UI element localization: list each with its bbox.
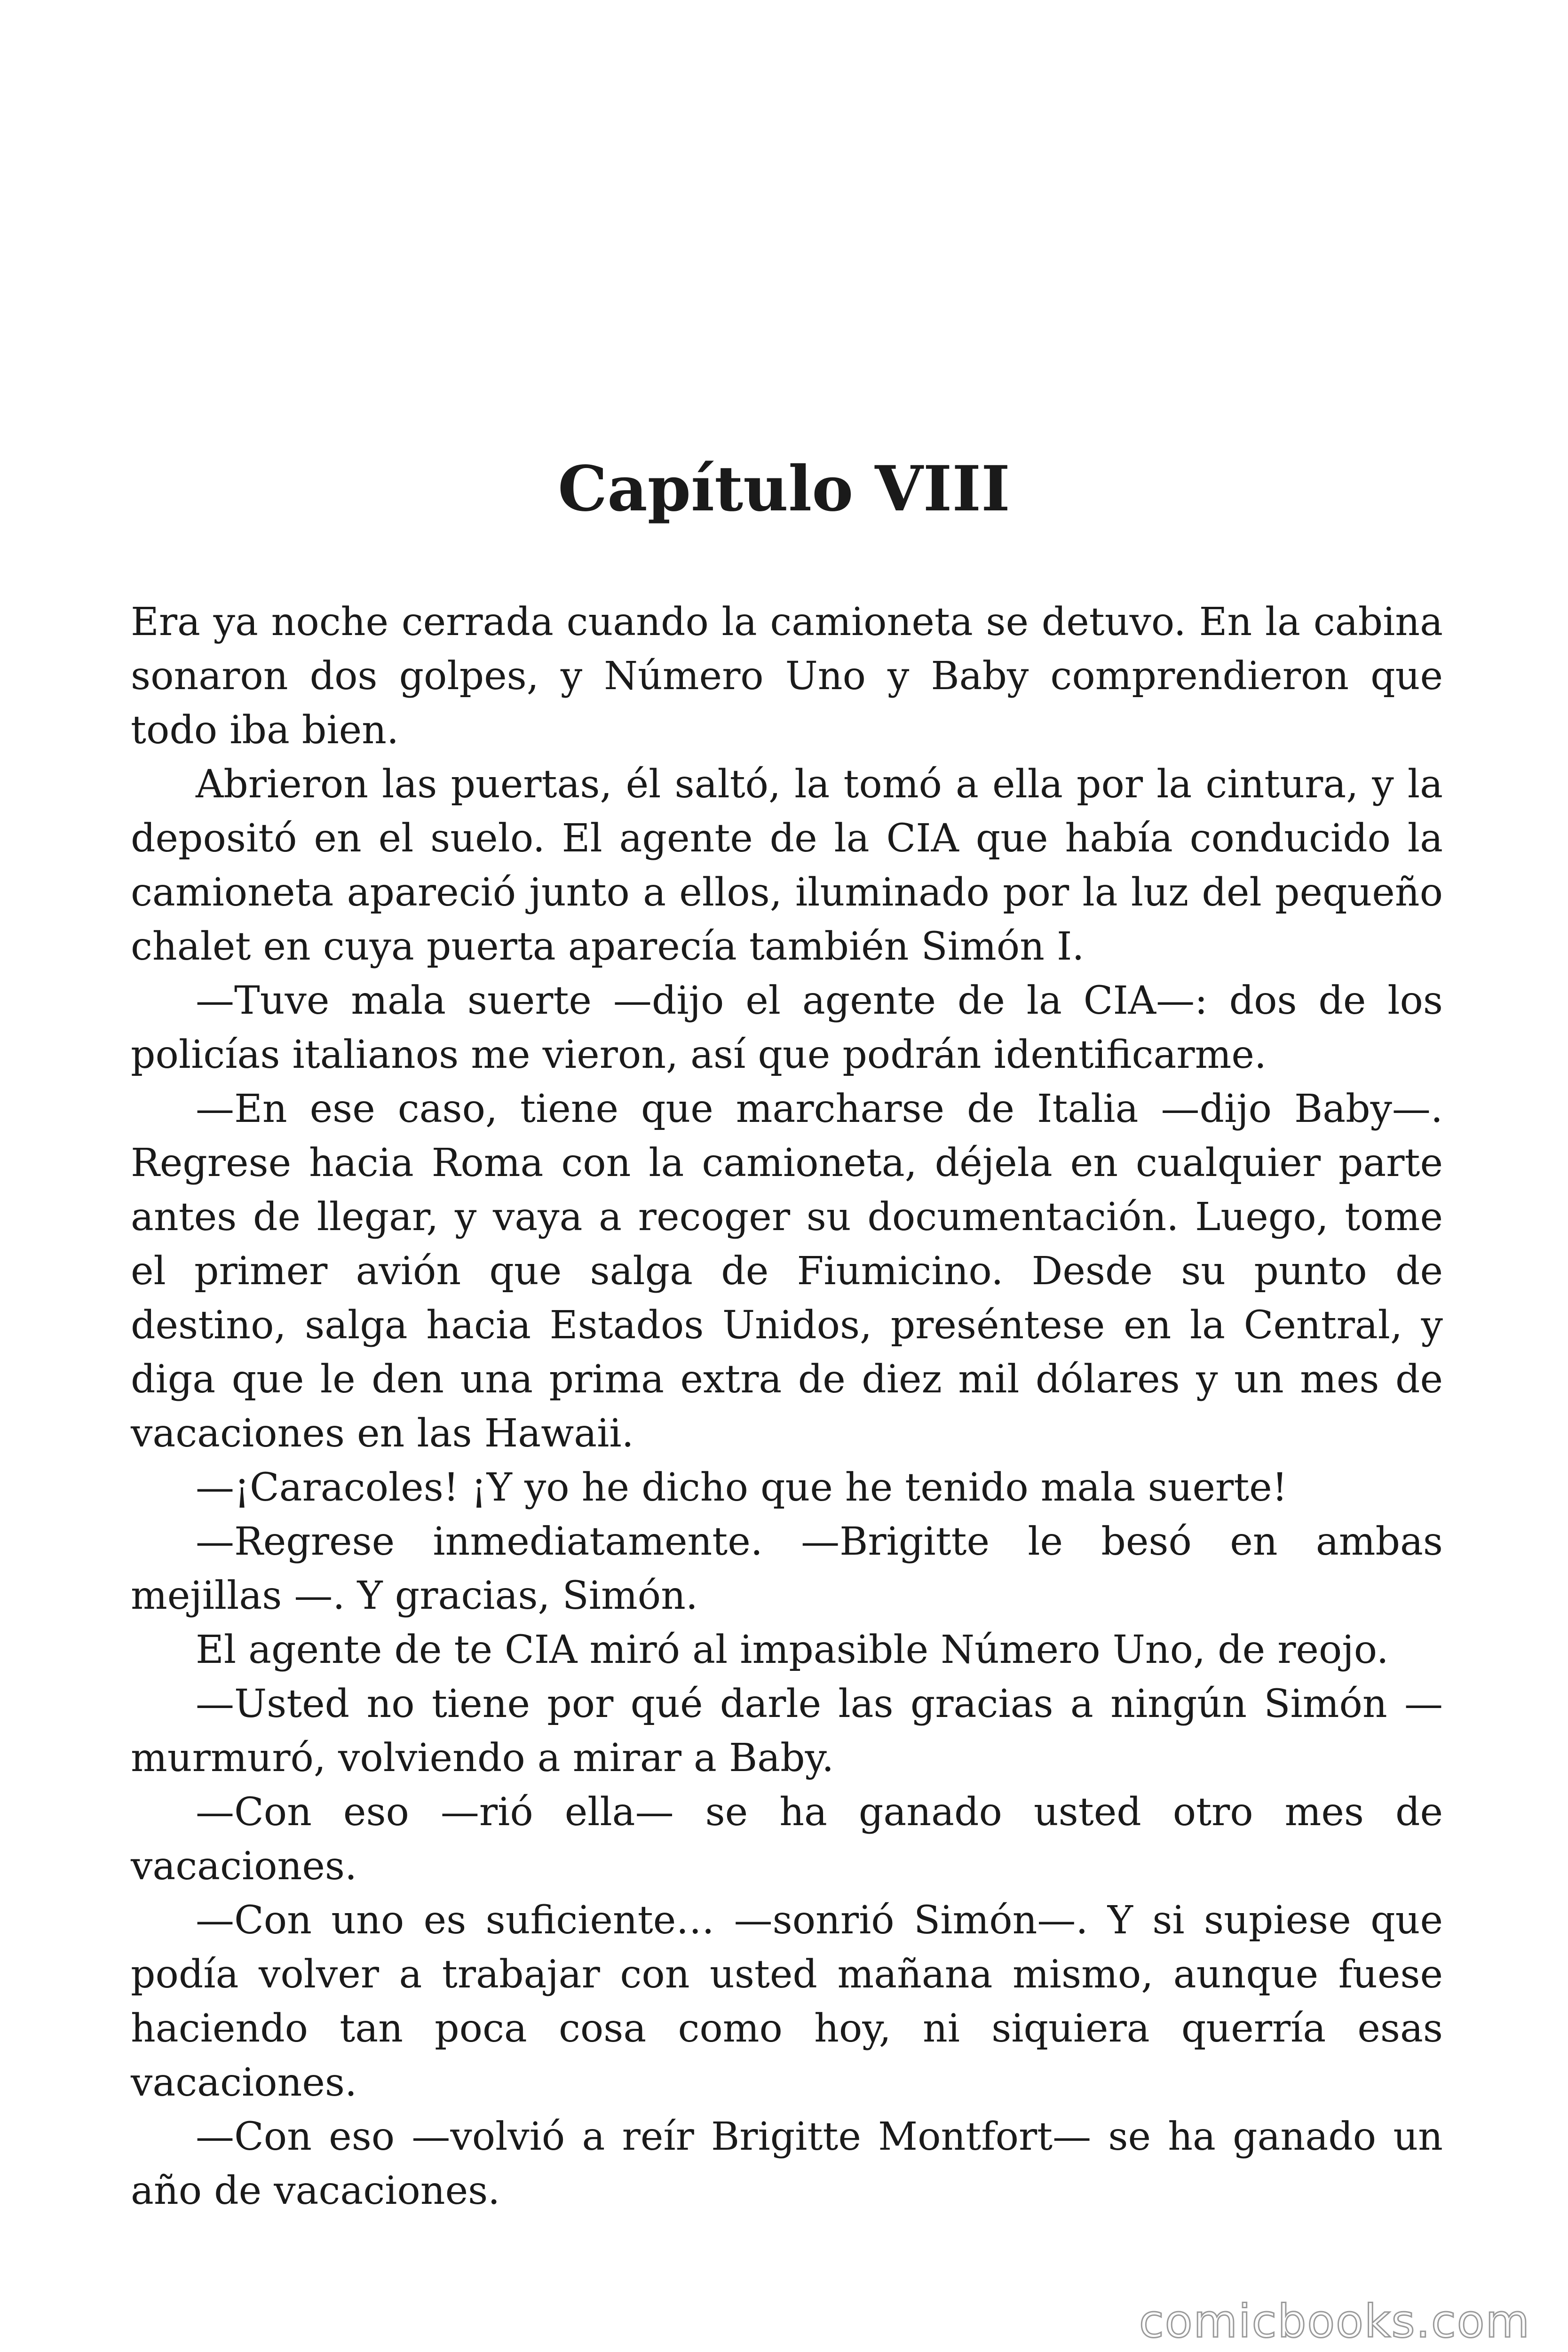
paragraph: —En ese caso, tiene que marcharse de Italia —dijo Baby—. Regrese hacia Roma con la camioneta, déjela en cualquier parte antes de llegar, y vaya a recoger su documentación. Luego, tome el primer avión que salga de Fiumicino. Desde su punto de destino, salga hacia Estados Unidos, preséntese en la Central, y diga que le den una prima extra de diez mil dólares y un mes de vacaciones en las Hawaii. — [131, 1087, 1443, 1456]
paragraph: —Con eso —volvió a reír Brigitte Montfort— se ha ganado un año de vacaciones. — [131, 2114, 1443, 2213]
paragraph: —¡Caracoles! ¡Y yo he dicho que he tenido mala suerte! — [196, 1465, 1288, 1510]
paragraph: —Con uno es suficiente… —sonrió Simón—. Y si supiese que podía volver a trabajar con usted mañana mismo, aunque fuese haciendo tan poca cosa como hoy, ni siquiera querría esas vacaciones. — [131, 1898, 1443, 2105]
paragraph: —Con eso —rió ella— se ha ganado usted otro mes de vacaciones. — [131, 1790, 1443, 1889]
chapter-title: Capítulo VIII — [558, 453, 1010, 525]
chapter-body — [131, 595, 1443, 2218]
paragraph: —Tuve mala suerte —dijo el agente de la CIA—: dos de los policías italianos me vieron, así que podrán identificarme. — [131, 978, 1443, 1077]
paragraph: Era ya noche cerrada cuando la camioneta se detuvo. En la cabina sonaron dos golpes, y Número Uno y Baby comprendieron que todo iba bien. — [131, 600, 1443, 753]
paragraph: —Usted no tiene por qué darle las gracias a ningún Simón —murmuró, volviendo a mirar a Baby. — [131, 1682, 1443, 1780]
paragraph: El agente de te CIA miró al impasible Número Uno, de reojo. — [196, 1628, 1389, 1672]
paragraph: Abrieron las puertas, él saltó, la tomó a ella por la cintura, y la depositó en el suelo. El agente de la CIA que había conducido la camioneta apareció junto a ellos, iluminado por la luz del pequeño chalet en cuya puerta aparecía también Simón I. — [131, 762, 1443, 969]
paragraph: —Regrese inmediatamente. —Brigitte le besó en ambas mejillas —. Y gracias, Simón. — [131, 1519, 1443, 1618]
watermark: comicbooks.com — [1139, 2295, 1530, 2348]
